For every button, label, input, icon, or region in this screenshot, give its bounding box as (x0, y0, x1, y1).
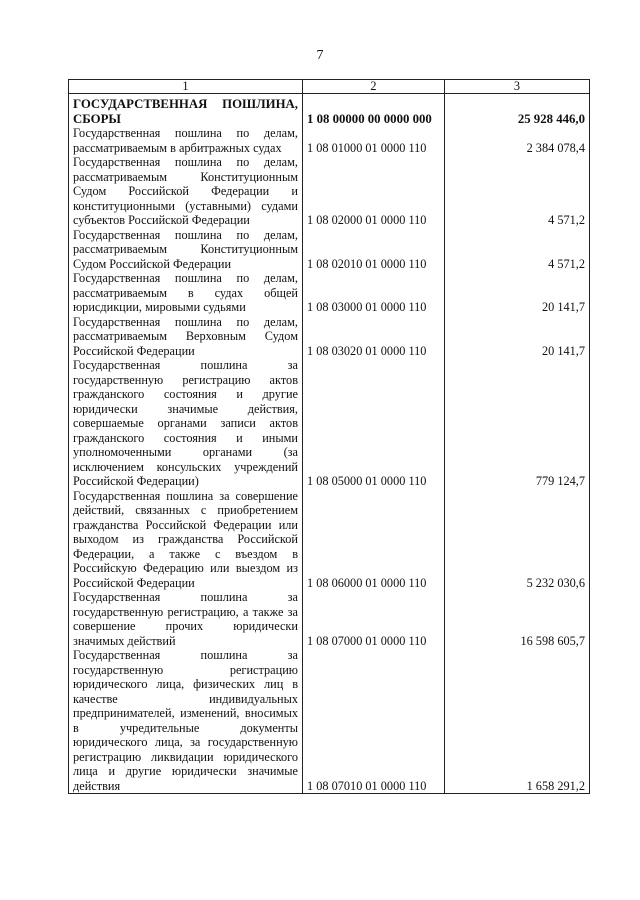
row-name-cell: Государственная пошлина по делам, рассматриваемым Верховным Судом Российской Федерации (69, 315, 303, 359)
budget-code-cell: 1 08 03000 01 0000 110 (303, 271, 445, 315)
column-header-3: 3 (445, 80, 590, 94)
amount-cell: 16 598 605,7 (445, 590, 590, 648)
table-row (69, 126, 590, 155)
amount-cell: 20 141,7 (445, 315, 590, 359)
amount-cell: 4 571,2 (445, 228, 590, 272)
amount-cell: 779 124,7 (445, 358, 590, 489)
budget-code-cell: 1 08 07000 01 0000 110 (303, 590, 445, 648)
budget-code-cell: 1 08 03020 01 0000 110 (303, 315, 445, 359)
page-number: 7 (316, 48, 324, 63)
row-name-cell: Государственная пошлина за совершение действий, связанных с приобретением гражданства Российской Федерации или выходом из гражданства Российской Федерации, а также с въездом в Российскую Федерацию или выездом из Российской Федерации (69, 489, 303, 591)
amount-cell: 4 571,2 (445, 155, 590, 228)
table-row (69, 489, 590, 591)
table-row (69, 590, 590, 648)
row-name-cell: Государственная пошлина за государственную регистрацию, а также за совершение прочих юридически значимых действий (69, 590, 303, 648)
row-name-cell: ГОСУДАРСТВЕННАЯ ПОШЛИНА, СБОРЫ (69, 94, 303, 127)
table-row (69, 155, 590, 228)
column-header-2: 2 (303, 80, 445, 94)
row-name-cell: Государственная пошлина по делам, рассматриваемым Конституционным Судом Российской Федерации и конституционными (уставными) судами субъектов Российской Федерации (69, 155, 303, 228)
table-row (69, 94, 590, 127)
row-name-cell: Государственная пошлина по делам, рассматриваемым в арбитражных судах (69, 126, 303, 155)
row-name-cell: Государственная пошлина за государственную регистрацию юридического лица, физических лиц в качестве индивидуальных предпринимателей, изменений, вносимых в учредительные документы юридического лица, за государственную регистрацию ликвидации юридического лица и другие юридически значимые действия (69, 648, 303, 794)
budget-code-cell: 1 08 05000 01 0000 110 (303, 358, 445, 489)
column-header-1: 1 (69, 80, 303, 94)
table-row (69, 271, 590, 315)
table-row (69, 358, 590, 489)
amount-cell: 5 232 030,6 (445, 489, 590, 591)
amount-cell: 1 658 291,2 (445, 648, 590, 794)
table-row (69, 315, 590, 359)
budget-code-cell: 1 08 07010 01 0000 110 (303, 648, 445, 794)
budget-revenue-table (68, 79, 590, 794)
budget-code-cell: 1 08 02010 01 0000 110 (303, 228, 445, 272)
row-name-cell: Государственная пошлина за государственную регистрацию актов гражданского состояния и другие юридически значимые действия, совершаемые органами записи актов гражданского состояния и иными уполномоченными органами (за исключением консульских учреждений Российской Федерации) (69, 358, 303, 489)
row-name-cell: Государственная пошлина по делам, рассматриваемым Конституционным Судом Российской Федерации (69, 228, 303, 272)
budget-code-cell: 1 08 06000 01 0000 110 (303, 489, 445, 591)
amount-cell: 2 384 078,4 (445, 126, 590, 155)
budget-code-cell: 1 08 01000 01 0000 110 (303, 126, 445, 155)
row-name-cell: Государственная пошлина по делам, рассматриваемым в судах общей юрисдикции, мировыми судьями (69, 271, 303, 315)
amount-cell: 25 928 446,0 (445, 94, 590, 127)
table-row (69, 648, 590, 794)
budget-code-cell: 1 08 00000 00 0000 000 (303, 94, 445, 127)
amount-cell: 20 141,7 (445, 271, 590, 315)
table-row (69, 228, 590, 272)
budget-code-cell: 1 08 02000 01 0000 110 (303, 155, 445, 228)
column-number-row (69, 80, 590, 94)
